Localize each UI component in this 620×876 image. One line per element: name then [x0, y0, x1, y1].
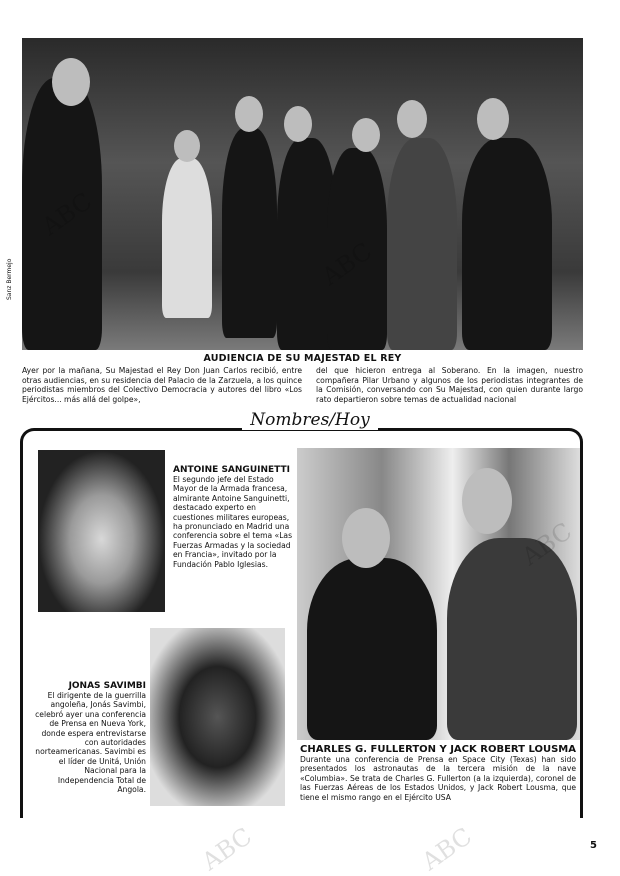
item-name: JONAS SAVIMBI: [68, 681, 146, 691]
item-text: El segundo jefe del Estado Mayor de la Armada francesa, almirante Antoine Sanguinetti, destacado experto en cuestiones militares europeas, ha pronunciado en Madrid una conferencia sobre el tema «Las Fuerzas Armadas y la sociedad en Francia», invitado por la Fundación Pablo Iglesias.: [173, 475, 293, 569]
story-title: AUDIENCIA DE SU MAJESTAD EL REY: [203, 353, 402, 364]
story-text-col2: del que hicieron entrega al Soberano. En la imagen, nuestro compañera Pilar Urbano y algunos de los periodistas integrantes de la Comisión, conversando con Su Majestad, con quien durante largo rato departieron sobre temas de actualidad nacional: [316, 366, 583, 404]
section-header: [0, 410, 620, 430]
watermark: ABC: [416, 822, 477, 876]
photo-credit: Sanz Bermejo: [6, 258, 13, 300]
watermark: ABC: [36, 187, 97, 241]
item-name: ANTOINE SANGUINETTI: [173, 465, 290, 475]
item-name: CHARLES G. FULLERTON Y JACK ROBERT LOUSMA: [300, 744, 576, 755]
item-text: El dirigente de la guerrilla angoleña, Jonás Savimbi, celebró ayer una conferencia de Prensa en Nueva York, donde espera entrevistarse con autoridades norteamericanas. Savimbi es el líder de Unitá, Unión Nacional para la Independencia Total de Angola.: [35, 691, 146, 795]
watermark: ABC: [196, 822, 257, 876]
watermark: ABC: [316, 237, 377, 291]
section-frame: [20, 428, 583, 818]
audience-photo: [22, 38, 583, 350]
story-text-col1: Ayer por la mañana, Su Majestad el Rey Don Juan Carlos recibió, entre otras audiencias, en su residencia del Palacio de la Zarzuela, a los quince periodistas miembros del Colectivo Democracia y autores del libro «Los Ejércitos... más allá del golpe»,: [22, 366, 302, 404]
watermark: ABC: [516, 517, 577, 571]
page-number: 5: [590, 840, 597, 851]
item-text: Durante una conferencia de Prensa en Space City (Texas) han sido presentados los astronautas de la tercera misión de la nave «Columbia». Se trata de Charles G. Fullerton (a la izquierda), coronel de las Fuerzas Aéreas de los Estados Unidos, y Jack Robert Lousma, que tiene el mismo rango en el Ejército USA: [300, 755, 576, 802]
section-title: Nombres/Hoy: [242, 410, 377, 430]
